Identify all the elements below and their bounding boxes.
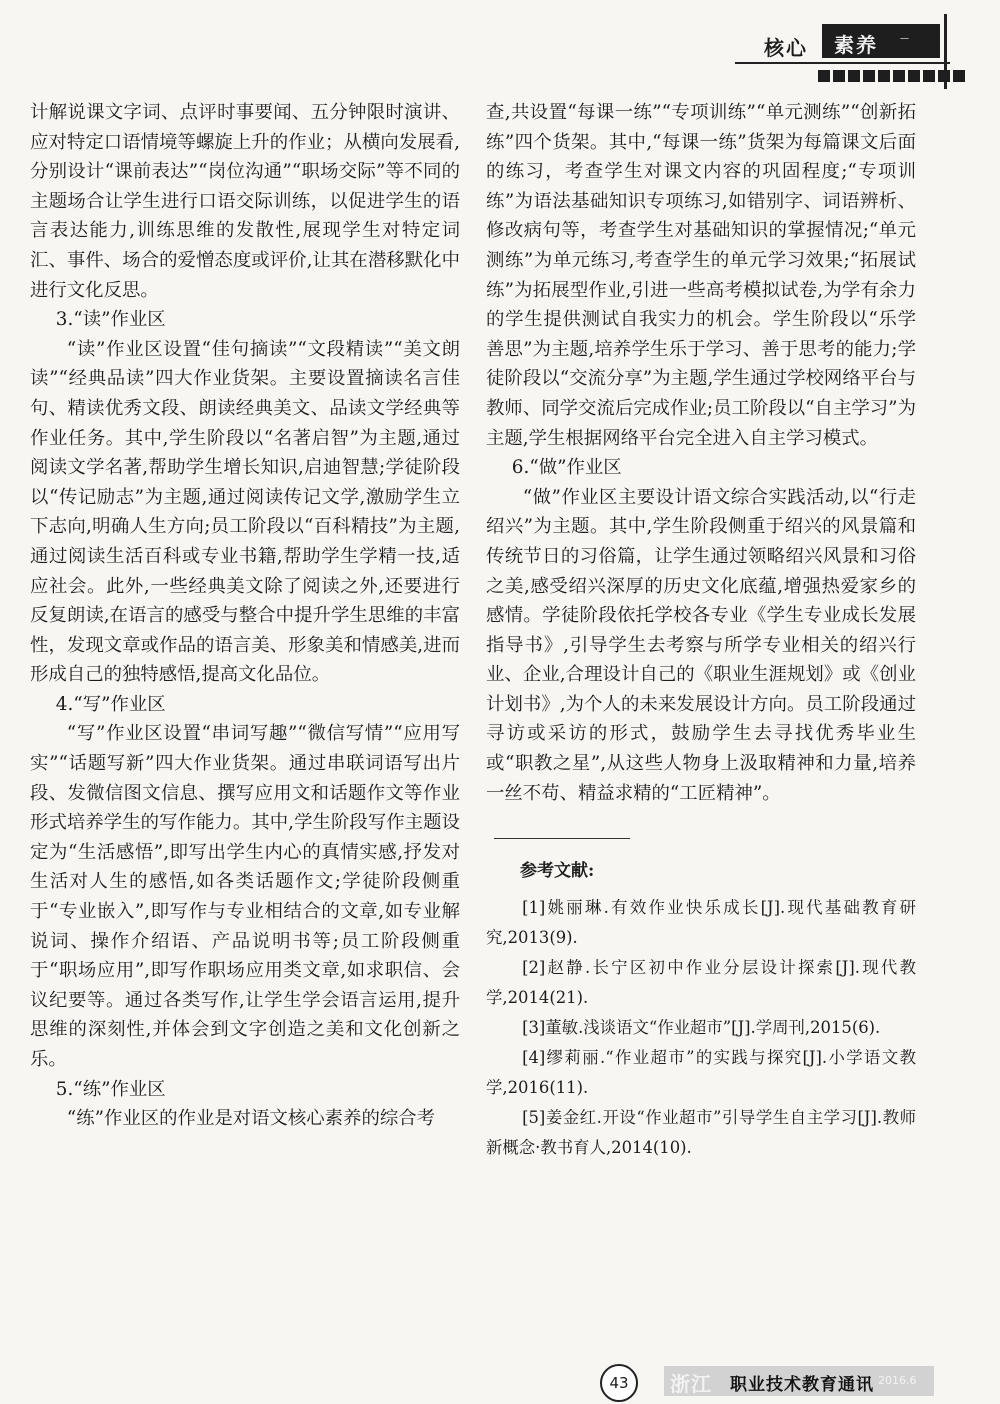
- section-title-box: [822, 24, 940, 58]
- section-heading: 6.“做”作业区: [511, 457, 622, 479]
- paragraph: 计解说课文字词、点评时事要闻、五分钟限时演讲、应对特定口语情境等螺旋上升的作业；从横向发展看,分别设计“课前表达”“岗位沟通”“职场交际”等不同的主题场合让学生进行口语交际训练，以促进学生的语言表达能力,训练思维的发散性,展现学生对特定词汇、事件、场合的爱憎态度或评价,让其在潜移默化中进行文化反思。: [30, 102, 460, 301]
- header-square-strip: [818, 70, 965, 82]
- section-title-small: —: [900, 34, 910, 44]
- reference-item: [4]缪莉丽.“作业超市”的实践与探究[J].小学语文教学,2016(11).: [486, 1047, 916, 1097]
- section-heading: 3.“读”作业区: [55, 309, 166, 331]
- section-title-right: 素养: [834, 33, 878, 57]
- references-title: 参考文献:: [520, 861, 595, 882]
- journal-issue: 2016.6: [878, 1374, 917, 1387]
- reference-item: [2]赵静.长宁区初中作业分层设计探索[J].现代教学,2014(21).: [486, 957, 916, 1007]
- reference-item: [3]董敏.浅谈语文“作业超市”[J].学周刊,2015(6).: [522, 1017, 881, 1037]
- journal-name: 职业技术教育通讯: [730, 1375, 874, 1395]
- reference-item: [5]姜金红.开设“作业超市”引导学生自主学习[J].教师新概念·教书育人,2014(10).: [486, 1107, 916, 1157]
- journal-banner: [664, 1366, 934, 1396]
- right-column: [486, 98, 916, 1163]
- page-number: 43: [600, 1364, 638, 1402]
- section-heading: 5.“练”作业区: [55, 1078, 166, 1100]
- section-heading: 4.“写”作业区: [55, 693, 166, 715]
- references-rule: [494, 838, 630, 839]
- paragraph: “做”作业区主要设计语文综合实践活动,以“行走绍兴”为主题。其中,学生阶段侧重于绍兴的风景篇和传统节日的习俗篇，让学生通过领略绍兴风景和习俗之美,感受绍兴深厚的历史文化底蕴,增强热爱家乡的感情。学徒阶段依托学校各专业《学生专业成长发展指导书》,引导学生去考察与所学专业相关的绍兴行业、企业,合理设计自己的《职业生涯规划》或《创业计划书》,为个人的未来发展设计方向。员工阶段通过寻访或采访的形式，鼓励学生去寻找优秀毕业生或“职教之星”,从这些人物身上汲取精神和力量,培养一丝不苟、精益求精的“工匠精神”。: [486, 486, 916, 804]
- page-header: [0, 0, 1000, 100]
- header-rule: [735, 62, 950, 64]
- section-title-left: 核心: [764, 36, 808, 60]
- paragraph: “写”作业区设置“串词写趣”“微信写情”“应用写实”“话题写新”四大作业货架。通过串联词语写出片段、发微信图文信息、撰写应用文和话题作文等作业形式培养学生的写作能力。其中,学生阶段写作主题设定为“生活感悟”,即写出学生内心的真情实感,抒发对生活对人生的感悟,如各类话题作文;学徒阶段侧重于“专业嵌入”,即写作与专业相结合的文章,如专业解说词、操作介绍语、产品说明书等;员工阶段侧重于“职场应用”,即写作职场应用类文章,如求职信、会议纪要等。通过各类写作,让学生学会语言运用,提升思维的深刻性,并体会到文字创造之美和文化创新之乐。: [30, 723, 460, 1070]
- references-list: [486, 893, 916, 1163]
- page-footer: [0, 1360, 1000, 1404]
- paragraph: “练”作业区的作业是对语文核心素养的综合考: [66, 1108, 436, 1130]
- paragraph: 查,共设置“每课一练”“专项训练”“单元测练”“创新拓练”四个货架。其中,“每课一练”货架为每篇课文后面的练习，考查学生对课文内容的巩固程度;“专项训练”为语法基础知识专项练习,如错别字、词语辨析、修改病句等，考查学生对基础知识的掌握情况;“单元测练”为单元练习,考查学生的单元学习效果;“拓展试练”为拓展型作业,引进一些高考模拟试卷,为学有余力的学生提供测试自我实力的机会。学生阶段以“乐学善思”为主题,培养学生乐于学习、善于思考的能力;学徒阶段以“交流分享”为主题,学生通过学校网络平台与教师、同学交流后完成作业;员工阶段以“自主学习”为主题,学生根据网络平台完全进入自主学习模式。: [486, 102, 916, 449]
- left-column: [30, 98, 460, 1134]
- paragraph: “读”作业区设置“佳句摘读”“文段精读”“美文朗读”“经典品读”四大作业货架。主要设置摘读名言佳句、精读优秀文段、朗读经典美文、品读文学经典等作业任务。其中,学生阶段以“名著启智”为主题,通过阅读文学名著,帮助学生增长知识,启迪智慧;学徒阶段以“传记励志”为主题,通过阅读传记文学,激励学生立下志向,明确人生方向;员工阶段以“百科精技”为主题,通过阅读生活百科或专业书籍,帮助学生学精一技,适应社会。此外,一些经典美文除了阅读之外,还要进行反复朗读,在语言的感受与整合中提升学生思维的丰富性，发现文章或作品的语言美、形象美和情感美,进而形成自己的独特感悟,提高文化品位。: [30, 338, 460, 686]
- reference-item: [1]姚丽琳.有效作业快乐成长[J].现代基础教育研究,2013(9).: [486, 897, 916, 947]
- journal-prefix: 浙江: [670, 1372, 712, 1396]
